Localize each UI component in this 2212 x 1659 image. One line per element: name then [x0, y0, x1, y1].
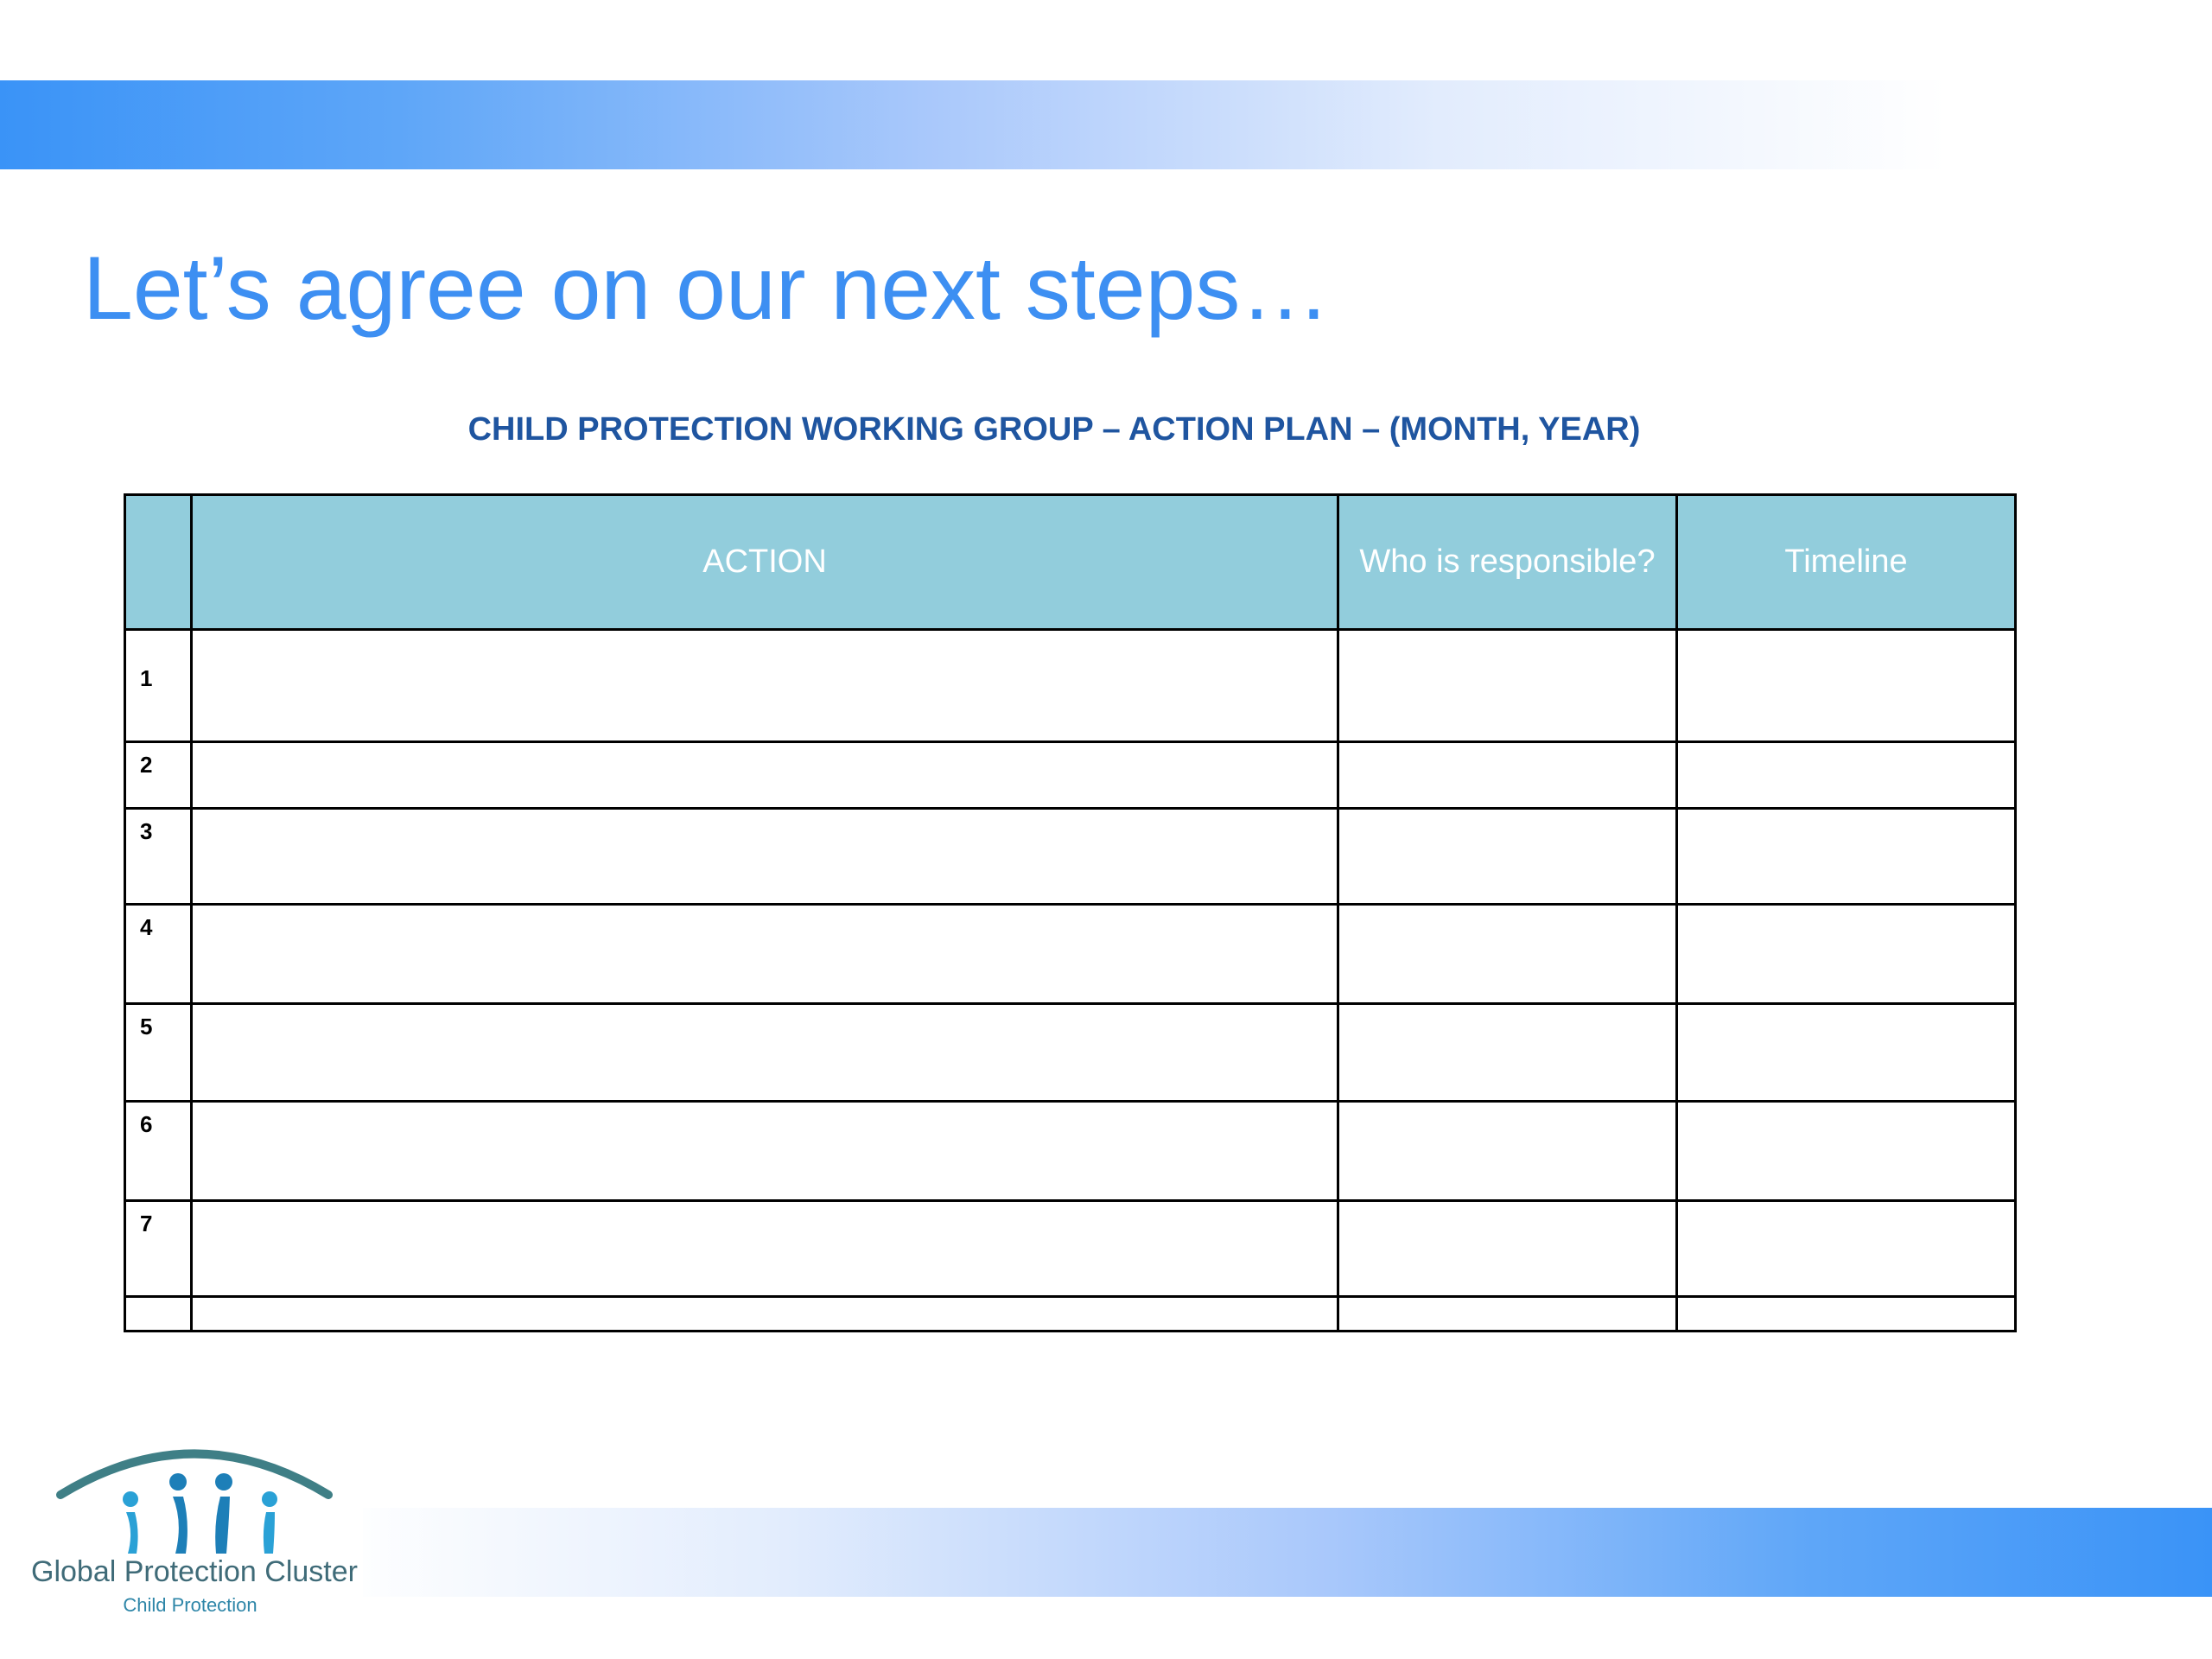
row-number: 2: [125, 742, 192, 809]
responsible-cell[interactable]: [1338, 630, 1677, 742]
table-caption: CHILD PROTECTION WORKING GROUP – ACTION PLAN – (MONTH, YEAR): [467, 411, 1641, 448]
timeline-cell[interactable]: [1677, 630, 2016, 742]
responsible-cell[interactable]: [1338, 809, 1677, 905]
timeline-cell[interactable]: [1677, 1297, 2016, 1332]
table-row: [125, 809, 2016, 905]
row-number: 4: [125, 905, 192, 1004]
timeline-cell[interactable]: [1677, 742, 2016, 809]
action-cell[interactable]: [192, 1201, 1338, 1297]
header-responsible: Who is responsible?: [1338, 495, 1677, 630]
table-row: [125, 1201, 2016, 1297]
action-cell[interactable]: [192, 630, 1338, 742]
logo-name: Global Protection Cluster: [31, 1555, 358, 1588]
action-cell[interactable]: [192, 1297, 1338, 1332]
table-row: [125, 1102, 2016, 1201]
row-number: 7: [125, 1201, 192, 1297]
action-cell[interactable]: [192, 905, 1338, 1004]
timeline-cell[interactable]: [1677, 809, 2016, 905]
table-header-row: [125, 495, 2016, 630]
slide-title: Let’s agree on our next steps…: [83, 238, 1331, 339]
table-row: [125, 742, 2016, 809]
timeline-cell[interactable]: [1677, 1201, 2016, 1297]
timeline-cell[interactable]: [1677, 905, 2016, 1004]
logo-subtitle: Child Protection: [123, 1594, 257, 1616]
responsible-cell[interactable]: [1338, 1201, 1677, 1297]
global-protection-cluster-logo: [26, 1417, 363, 1629]
action-cell[interactable]: [192, 1004, 1338, 1102]
responsible-cell[interactable]: [1338, 905, 1677, 1004]
row-number: 5: [125, 1004, 192, 1102]
row-number: 1: [125, 630, 192, 742]
header-number: [125, 495, 192, 630]
action-cell[interactable]: [192, 1102, 1338, 1201]
responsible-cell[interactable]: [1338, 1102, 1677, 1201]
people-arch-icon: [52, 1434, 337, 1555]
header-action: ACTION: [192, 495, 1338, 630]
timeline-cell[interactable]: [1677, 1102, 2016, 1201]
table-row: [125, 630, 2016, 742]
row-number: 3: [125, 809, 192, 905]
action-plan-table: [124, 493, 2017, 1332]
action-cell[interactable]: [192, 742, 1338, 809]
responsible-cell[interactable]: [1338, 1004, 1677, 1102]
action-cell[interactable]: [192, 809, 1338, 905]
row-number: [125, 1297, 192, 1332]
row-number: 6: [125, 1102, 192, 1201]
top-gradient-band: [0, 80, 2212, 169]
responsible-cell[interactable]: [1338, 1297, 1677, 1332]
table-row: [125, 1297, 2016, 1332]
timeline-cell[interactable]: [1677, 1004, 2016, 1102]
table-row: [125, 905, 2016, 1004]
header-timeline: Timeline: [1677, 495, 2016, 630]
responsible-cell[interactable]: [1338, 742, 1677, 809]
table-row: [125, 1004, 2016, 1102]
